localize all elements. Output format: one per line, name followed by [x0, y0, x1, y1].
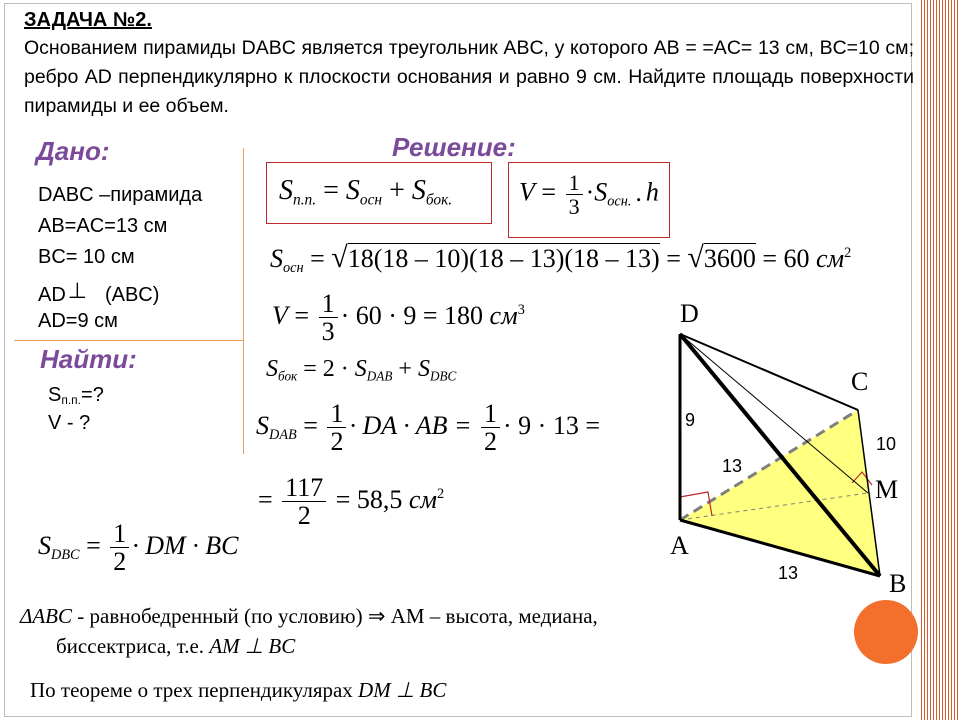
vertex-label-a: A: [670, 531, 689, 560]
length-label-ab: 13: [778, 563, 799, 583]
vertical-divider: [243, 148, 244, 454]
vertex-label-c: C: [851, 367, 869, 396]
given-item: AD=9 см: [38, 310, 118, 332]
s-osn-formula: $S_{осн} = √18(18 - 10)(18 - 13)(18 - 13) = √3600 = 60$ $см^2$: [270, 241, 852, 276]
given-item: AB=AC=13 см: [38, 215, 168, 237]
point-label-m: M: [875, 475, 899, 504]
statement-isosceles: ΔABC - равнобедренный (по условию) ⇒ AM – высота, медиана,: [20, 604, 598, 628]
find-heading: Найти:: [40, 344, 137, 374]
solution-heading: Решение:: [392, 132, 516, 162]
volume-formula-box: [508, 162, 670, 238]
length-label-ac: 13: [722, 456, 743, 476]
decorative-circle: [854, 600, 918, 664]
problem-statement: Основанием пирамиды DABC является треугольник ABC, у которого AB = =AC= 13 см, BC=10 см; ребро AD перпендикулярно к плоскости основания и равно 9 см. Найдите площадь поверхности пирамиды и ее объем.: [24, 37, 914, 117]
base-triangle-fill: [680, 410, 880, 576]
surface-formula-box: [266, 162, 492, 224]
s-bok-formula: $S_{бок} = 2 \cdot S_{DAB} + S_{DBC}$: [266, 356, 457, 384]
horizontal-divider: [14, 340, 243, 341]
s-dab-result: = $\frac{117}{2}$ = 58,5 $см^2$: [258, 473, 445, 531]
vertex-label-d: D: [680, 299, 699, 328]
find-item: Sп.п.=?: [48, 384, 104, 407]
given-item: AD⊥ (ABC): [38, 278, 160, 306]
given-heading: Дано:: [36, 136, 110, 166]
vertex-label-b: B: [889, 569, 907, 598]
length-label-ad: 9: [685, 410, 696, 430]
s-dbc-formula: $S_{DBC}$ = $\frac{1}{2}$ · DM · BC: [38, 519, 239, 577]
statement-three-perpendiculars: По теореме о трех перпендикулярах DM ⊥ BC: [30, 678, 447, 702]
given-item: DABC –пирамида: [38, 184, 203, 206]
edge-dc: [680, 334, 858, 410]
volume-formula: V = $\frac{1}{3}$ $\cdot S_{осн.}$ . h: [519, 170, 659, 220]
find-item: V - ?: [48, 412, 91, 434]
problem-title: ЗАДАЧА №2.: [24, 9, 152, 31]
statement-bisector: биссектриса, т.е. AM ⊥ BC: [56, 634, 296, 658]
surface-formula: $S_{п.п.} = S_{осн} + S_{бок.}$: [279, 175, 453, 209]
given-item: BC= 10 см: [38, 246, 135, 268]
length-label-bc: 10: [876, 434, 897, 454]
decorative-stripes: [921, 0, 960, 720]
volume-calc-formula: V = $\frac{1}{3}$ · 60 · 9 = 180 $см^3$: [272, 289, 525, 347]
s-dab-formula: $S_{DAB}$ = $\frac{1}{2}$ · DA · AB = $\frac{1}{2}$ · 9 · 13 =: [256, 399, 600, 457]
